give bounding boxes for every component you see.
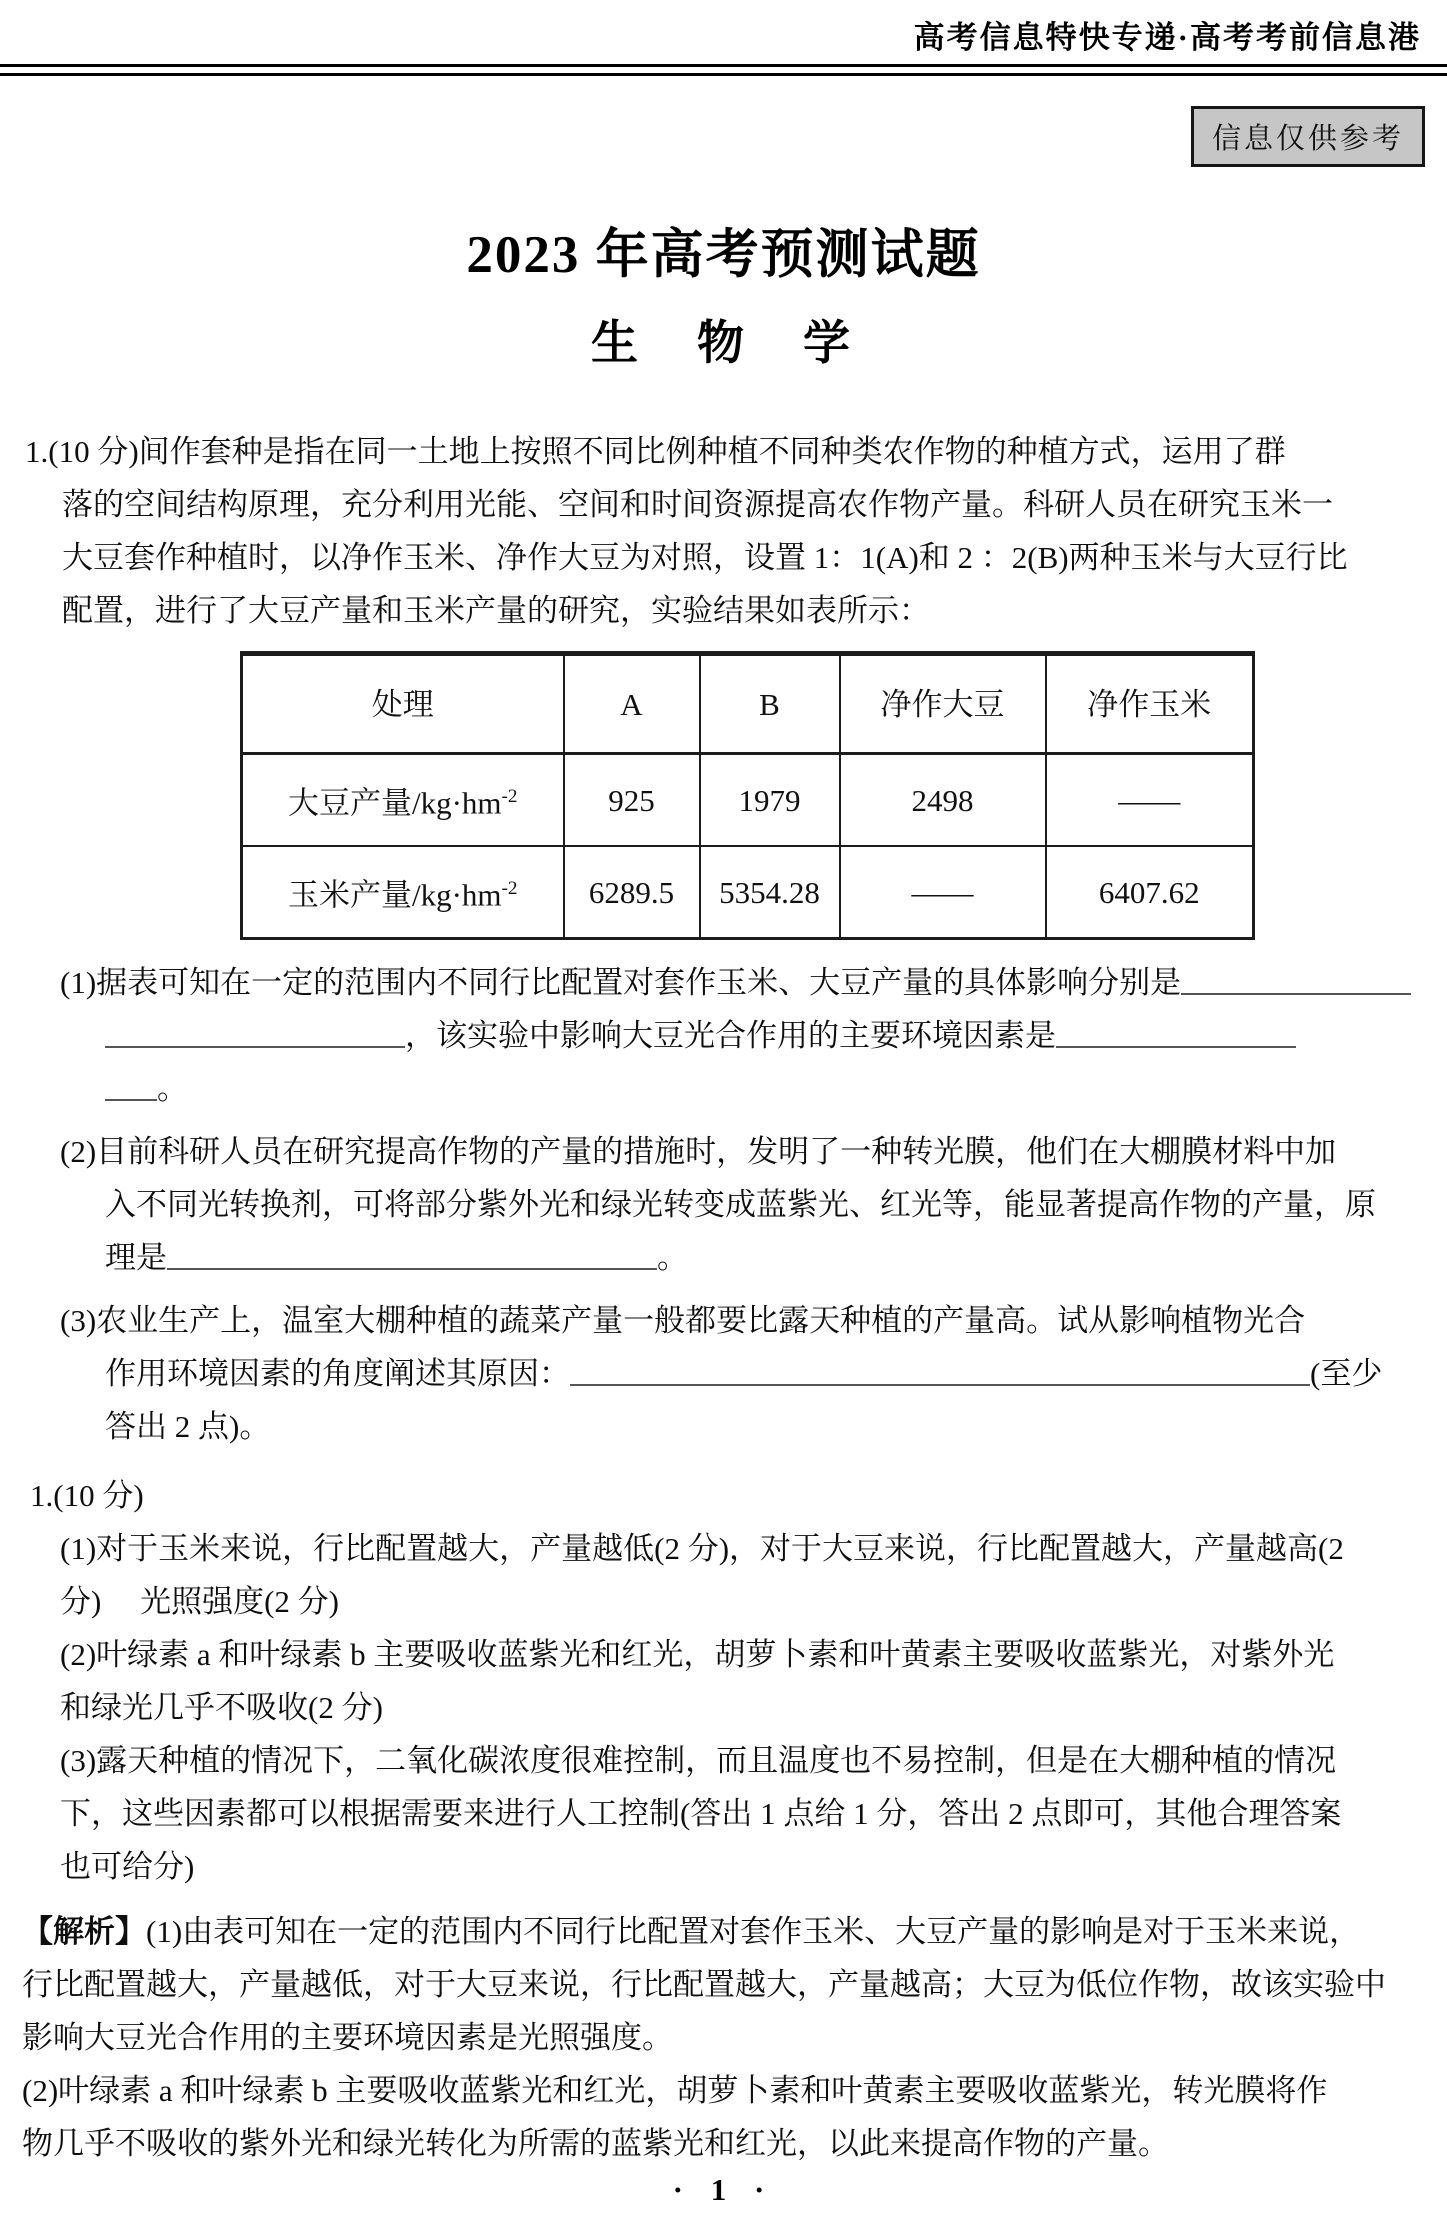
cell-value: 5354.28 xyxy=(700,846,840,939)
answer-blank xyxy=(1181,964,1411,995)
text-segment: 也可给分) xyxy=(60,1849,195,1884)
table-row xyxy=(242,754,1254,847)
row-label-superscript: -2 xyxy=(501,786,518,808)
cell-value: —— xyxy=(1046,754,1254,847)
text-segment: 和绿光几乎不吸收(2 分) xyxy=(60,1690,383,1725)
col-header-pure-corn: 净作玉米 xyxy=(1046,654,1254,754)
text-segment: 1.(10 分)间作套种是指在同一土地上按照不同比例种植不同种类农作物的种植方式，运用了群 xyxy=(25,434,1286,469)
text-segment: ，该实验中影响大豆光合作用的主要环境因素是 xyxy=(405,1018,1056,1053)
text-line xyxy=(62,478,1430,531)
text-line xyxy=(22,2117,1430,2170)
text-line xyxy=(60,1125,1430,1178)
sub-question-3 xyxy=(22,1294,1430,1453)
row-label-superscript: -2 xyxy=(501,878,518,900)
document-body xyxy=(22,425,1430,2170)
text-segment: (2)目前科研人员在研究提高作物的产量的措施时，发明了一种转光膜，他们在大棚膜材料中加 xyxy=(60,1134,1337,1169)
text-segment: 影响大豆光合作用的主要环境因素是光照强度。 xyxy=(22,2020,673,2055)
col-header-treatment: 处理 xyxy=(242,654,564,754)
text-line xyxy=(60,1787,1430,1840)
cell-value: 1979 xyxy=(700,754,840,847)
text-line xyxy=(60,1294,1430,1347)
cell-value: —— xyxy=(840,846,1046,939)
text-line xyxy=(60,1522,1430,1575)
text-line xyxy=(105,1178,1430,1231)
analysis-paragraph-2 xyxy=(22,2064,1430,2170)
subject-subtitle: 生 物 学 xyxy=(591,318,856,370)
header-divider xyxy=(0,64,1447,76)
text-segment: 理是 xyxy=(105,1240,167,1275)
page-title: 2023 年高考预测试题 xyxy=(466,226,981,284)
answer-blank xyxy=(105,1017,405,1048)
text-segment: 。 xyxy=(657,1240,688,1275)
text-segment: 作用环境因素的角度阐述其原因： xyxy=(105,1356,570,1391)
text-line xyxy=(25,425,1430,478)
text-line xyxy=(22,2011,1430,2064)
row-label-text: 大豆产量/kg·hm xyxy=(287,785,502,821)
text-segment: 分) 光照强度(2 分) xyxy=(60,1584,339,1619)
text-segment: 物几乎不吸收的紫外光和绿光转化为所需的蓝紫光和红光，以此来提高作物的产量。 xyxy=(22,2126,1169,2161)
text-segment: 行比配置越大，产量越低，对于大豆来说，行比配置越大，产量越高；大豆为低位作物，故该实验中 xyxy=(22,1967,1386,2002)
row-label-corn-yield xyxy=(242,846,564,939)
col-header-a: A xyxy=(564,654,700,754)
text-segment: (3)农业生产上，温室大棚种植的蔬菜产量一般都要比露天种植的产量高。试从影响植物光合 xyxy=(60,1303,1306,1338)
answer-blank xyxy=(570,1355,1310,1386)
text-line xyxy=(22,1958,1430,2011)
table-header-row xyxy=(242,654,1254,754)
text-line xyxy=(105,1062,1430,1115)
text-line xyxy=(60,1734,1430,1787)
cell-value: 6289.5 xyxy=(564,846,700,939)
text-line xyxy=(105,1009,1430,1062)
answer-1 xyxy=(22,1522,1430,1628)
text-segment: (2)叶绿素 a 和叶绿素 b 主要吸收蓝紫光和红光，胡萝卜素和叶黄素主要吸收蓝紫光，转光膜将作 xyxy=(22,2073,1328,2108)
text-segment: 落的空间结构原理，充分利用光能、空间和时间资源提高农作物产量。科研人员在研究玉米一 xyxy=(62,487,1333,522)
results-table xyxy=(240,651,1255,940)
text-segment: 下，这些因素都可以根据需要来进行人工控制(答出 1 点给 1 分，答出 2 点即可，其他合理答案 xyxy=(60,1796,1342,1831)
cell-value: 6407.62 xyxy=(1046,846,1254,939)
answer-3 xyxy=(22,1734,1430,1893)
answer-2 xyxy=(22,1628,1430,1734)
text-segment: (1)据表可知在一定的范围内不同行比配置对套作玉米、大豆产量的具体影响分别是 xyxy=(60,965,1182,1000)
text-line xyxy=(105,1400,1430,1453)
text-line xyxy=(105,1347,1430,1400)
table-row xyxy=(242,846,1254,939)
notice-badge: 信息仅供参考 xyxy=(1191,106,1425,167)
cell-value: 925 xyxy=(564,754,700,847)
col-header-pure-soybean: 净作大豆 xyxy=(840,654,1046,754)
question-stem xyxy=(22,425,1430,637)
text-line xyxy=(60,1575,1430,1628)
answer-blank xyxy=(167,1239,657,1270)
text-segment: (至少 xyxy=(1310,1356,1383,1391)
answer-blank xyxy=(1056,1017,1296,1048)
row-label-text: 玉米产量/kg·hm xyxy=(287,877,502,913)
text-line xyxy=(62,584,1430,637)
answer-blank xyxy=(105,1070,157,1101)
text-segment: (1)由表可知在一定的范围内不同行比配置对套作玉米、大豆产量的影响是对于玉米来说， xyxy=(146,1914,1361,1949)
text-segment: (3)露天种植的情况下，二氧化碳浓度很难控制，而且温度也不易控制，但是在大棚种植的情况 xyxy=(60,1743,1337,1778)
page-number: · 1 · xyxy=(672,2172,775,2207)
text-line xyxy=(60,1840,1430,1893)
row-label-soybean-yield xyxy=(242,754,564,847)
text-segment: (1)对于玉米来说，行比配置越大，产量越低(2 分)，对于大豆来说，行比配置越大，产量越高(2 xyxy=(60,1531,1344,1566)
analysis-paragraph-1 xyxy=(22,1905,1430,2064)
results-table-wrapper xyxy=(240,651,1430,940)
cell-value: 2498 xyxy=(840,754,1046,847)
text-segment: 配置，进行了大豆产量和玉米产量的研究，实验结果如表所示： xyxy=(62,593,930,628)
col-header-b: B xyxy=(700,654,840,754)
text-segment: 入不同光转换剂，可将部分紫外光和绿光转变成蓝紫光、红光等，能显著提高作物的产量，原 xyxy=(105,1187,1376,1222)
text-line xyxy=(105,1231,1430,1284)
sub-question-2 xyxy=(22,1125,1430,1284)
text-segment: 答出 2 点)。 xyxy=(105,1409,271,1444)
answer-heading: 1.(10 分) xyxy=(30,1478,144,1513)
masthead-text: 高考信息特快专递·高考考前信息港 xyxy=(913,20,1421,55)
text-line xyxy=(62,531,1430,584)
text-line xyxy=(22,1905,1430,1958)
text-line xyxy=(22,2064,1430,2117)
text-line xyxy=(60,1628,1430,1681)
text-line xyxy=(60,1681,1430,1734)
text-segment: 。 xyxy=(157,1071,188,1106)
sub-question-1 xyxy=(22,956,1430,1115)
text-line xyxy=(60,956,1430,1009)
bold-label: 【解析】 xyxy=(22,1914,146,1949)
text-segment: 大豆套作种植时，以净作玉米、净作大豆为对照，设置 1：1(A)和 2 ：2(B)两种玉米与大豆行比 xyxy=(62,540,1348,575)
text-segment: (2)叶绿素 a 和叶绿素 b 主要吸收蓝紫光和红光，胡萝卜素和叶黄素主要吸收蓝紫光，对紫外光 xyxy=(60,1637,1335,1672)
